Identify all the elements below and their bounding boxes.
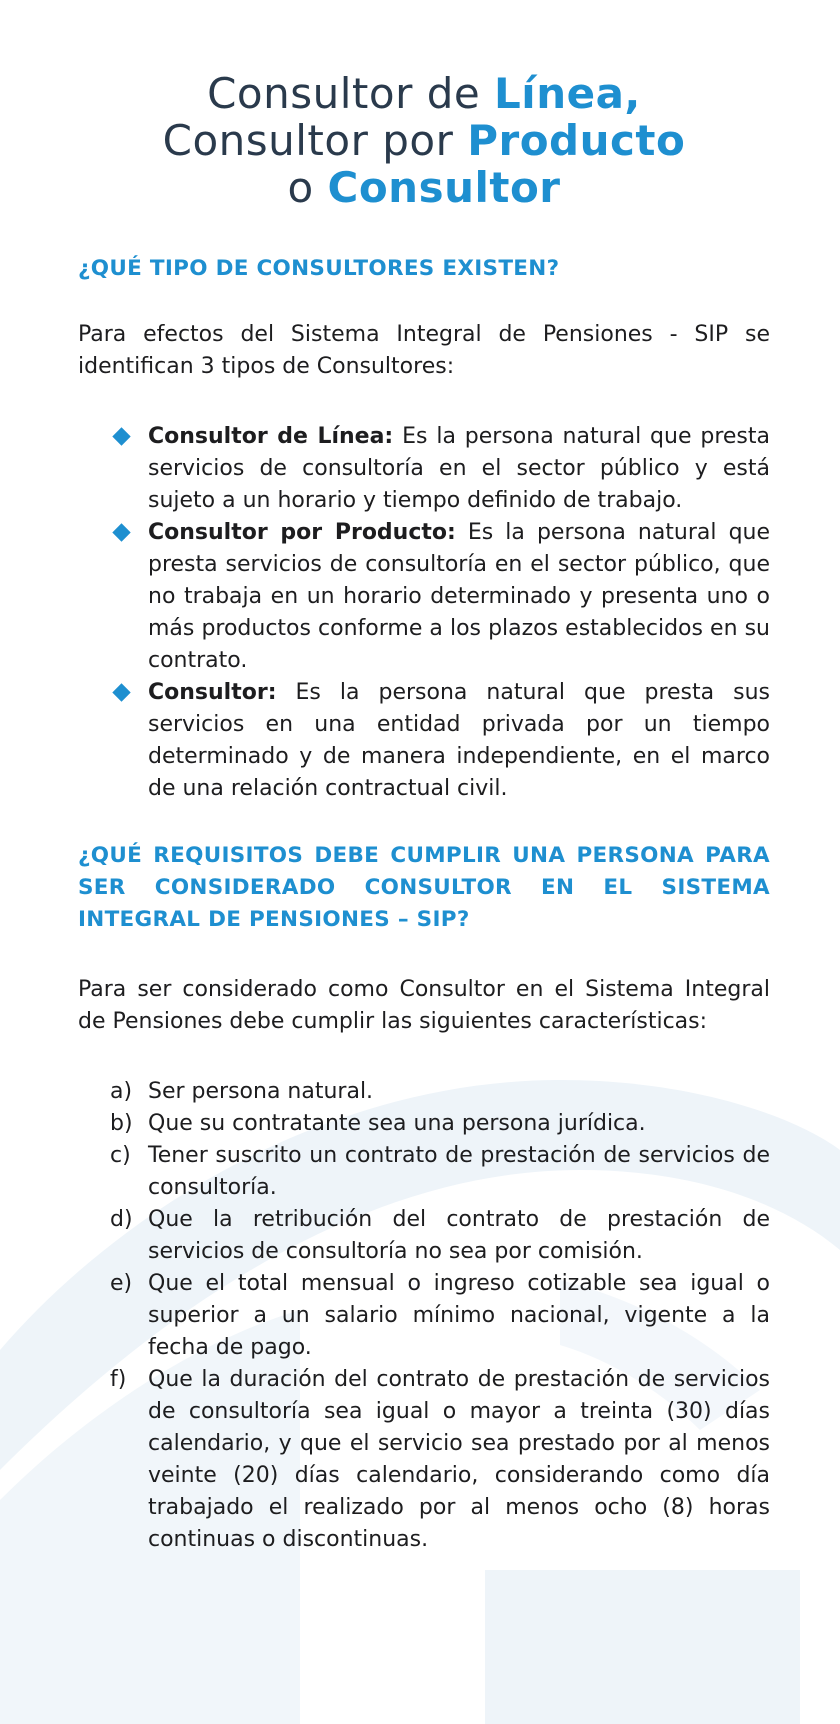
list-item-letter: c) [110,1143,131,1168]
page-content [0,70,840,1556]
list-item [110,1364,770,1556]
list-item [110,1076,770,1108]
list-item [148,677,770,805]
title-line-1: Consultor de Línea, [207,69,641,118]
title-line-3: o Consultor [287,163,561,212]
list-item-term: Consultor de Línea: [148,424,394,449]
list-item-term: Consultor: [148,680,277,705]
list-item-text: Es la persona natural que presta servicios de consultoría en el sector público, que no trabaja en un horario determinado y presenta uno o más productos conforme a los plazos establecidos en su contrato. [148,520,771,673]
list-item-text: Que el total mensual o ingreso cotizable sea igual o superior a un salario mínimo nacional, vigente a la fecha de pago. [148,1271,770,1360]
requirements-list [78,1076,770,1556]
section-heading-requisitos: ¿QUÉ REQUISITOS DEBE CUMPLIR UNA PERSONA PARA SER CONSIDERADO CONSULTOR EN EL SISTEMA INTEGRAL DE PENSIONES – SIP? [78,843,770,932]
list-item-letter: a) [110,1079,133,1104]
title-highlight-linea: Línea, [494,69,641,118]
diamond-bullet-icon [112,427,130,445]
title-highlight-consultor: Consultor [327,163,561,212]
section-heading-tipos: ¿QUÉ TIPO DE CONSULTORES EXISTEN? [78,256,560,281]
list-item [110,1204,770,1268]
list-item-letter: d) [110,1207,133,1232]
list-item-term: Consultor por Producto: [148,520,456,545]
section-intro-tipos: Para efectos del Sistema Integral de Pensiones - SIP se identifican 3 tipos de Consultores: [78,322,770,379]
list-item-text: Que la duración del contrato de prestación de servicios de consultoría sea igual o mayor a treinta (30) días calendario, y que el servicio sea prestado por al menos veinte (20) días calendario, considerando como día trabajado el realizado por al menos ocho (8) horas continuas o discontinuas. [148,1367,770,1552]
list-item [110,1140,770,1204]
diamond-bullet-icon [112,683,130,701]
list-item-text: Es la persona natural que presta servicios de consultoría en el sector público y está sujeto a un horario y tiempo definido de trabajo. [148,424,770,513]
list-item-letter: f) [110,1367,127,1392]
list-item [110,1268,770,1364]
list-item-text: Que su contratante sea una persona jurídica. [148,1111,646,1136]
list-item-text: Que la retribución del contrato de prestación de servicios de consultoría no sea por comisión. [148,1207,770,1264]
list-item [148,421,770,517]
list-item-letter: b) [110,1111,133,1136]
list-item [148,517,770,677]
diamond-bullet-icon [112,523,130,541]
list-item-text: Tener suscrito un contrato de prestación de servicios de consultoría. [148,1143,770,1200]
consultor-types-list [78,421,770,805]
section-intro-requisitos: Para ser considerado como Consultor en el Sistema Integral de Pensiones debe cumplir las siguientes características: [78,977,770,1034]
list-item-text: Ser persona natural. [148,1079,374,1104]
list-item-letter: e) [110,1271,133,1296]
title-highlight-producto: Producto [467,116,686,165]
title-line-2: Consultor por Producto [162,116,686,165]
page-title [78,70,770,211]
list-item [110,1108,770,1140]
list-item-text: Es la persona natural que presta sus servicios en una entidad privada por un tiempo determinado y de manera independiente, en el marco de una relación contractual civil. [148,680,770,801]
